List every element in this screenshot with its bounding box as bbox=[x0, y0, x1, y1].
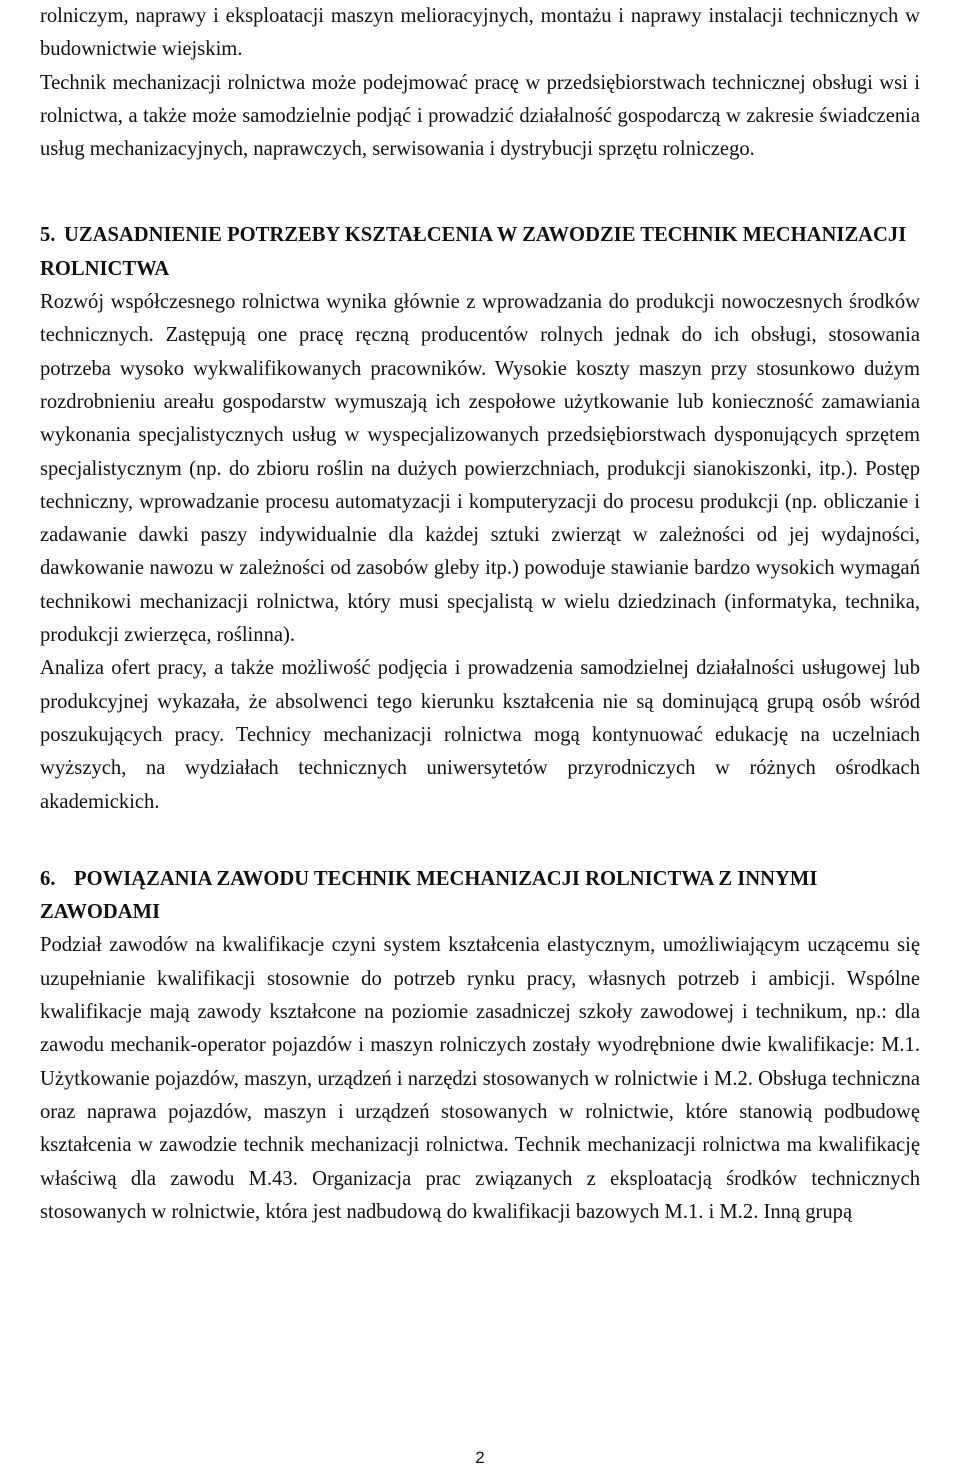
section-6-paragraph-1: Podział zawodów na kwalifikacje czyni system kształcenia elastycznym, umożliwiającym uczącemu się uzupełnianie kwalifikacji stosownie do potrzeb rynku pracy, własnych potrzeb i ambicji. Wspólne kwalifikacje mają zawody kształcone na poziomie zasadniczej szkoły zawodowej i technikum, np.: dla zawodu mechanik-operator pojazdów i maszyn rolniczych zostały wyodrębnione dwie kwalifikacje: M.1. Użytkowanie pojazdów, maszyn, urządzeń i narzędzi stosowanych w rolnictwie i M.2. Obsługa techniczna oraz naprawa pojazdów, maszyn i urządzeń stosowanych w rolnictwie, które stanowią podbudowę kształcenia w zawodzie technik mechanizacji rolnictwa. Technik mechanizacji rolnictwa ma kwalifikację właściwą dla zawodu M.43. Organizacja prac związanych z eksploatacją środków technicznych stosowanych w rolnictwie, która jest nadbudową do kwalifikacji bazowych M.1. i M.2. Inną grupą bbox=[40, 934, 920, 1223]
page-number: 2 bbox=[475, 1448, 485, 1467]
section-5-heading: 5. UZASADNIENIE POTRZEBY KSZTAŁCENIA W ZAWODZIE TECHNIK MECHANIZACJI ROLNICTWA bbox=[40, 219, 920, 286]
section-5-title: UZASADNIENIE POTRZEBY KSZTAŁCENIA W ZAWODZIE TECHNIK MECHANIZACJI ROLNICTWA bbox=[40, 224, 907, 280]
paragraph-intro-continuation: rolniczym, naprawy i eksploatacji maszyn melioracyjnych, montażu i naprawy instalacji technicznych w budownictwie wiejskim. bbox=[40, 5, 920, 61]
section-5-paragraph-1: Rozwój współczesnego rolnictwa wynika głównie z wprowadzania do produkcji nowoczesnych środków technicznych. Zastępują one pracę ręczną producentów rolnych jednak do ich obsługi, stosowania potrzeba wysoko wykwalifikowanych pracowników. Wysokie koszty maszyn przy stosunkowo dużym rozdrobnieniu areału gospodarstw wymuszają ich zespołowe użytkowanie lub konieczność zamawiania wykonania specjalistycznych usług w wyspecjalizowanych przedsiębiorstwach dysponujących sprzętem specjalistycznym (np. do zbioru roślin na dużych powierzchniach, produkcji sianokiszonki, itp.). Postęp techniczny, wprowadzanie procesu automatyzacji i komputeryzacji do procesu produkcji (np. obliczanie i zadawanie dawki paszy indywidualnie dla każdej sztuki zwierząt w zależności od jej wydajności, dawkowanie nawozu w zależności od zasobów gleby itp.) powoduje stawianie bardzo wysokich wymagań technikowi mechanizacji rolnictwa, który musi specjalistą w wielu dziedzinach (informatyka, technika, produkcji zwierzęca, roślinna). bbox=[40, 291, 920, 647]
section-6-heading: 6. POWIĄZANIA ZAWODU TECHNIK MECHANIZACJI ROLNICTWA Z INNYMI ZAWODAMI bbox=[40, 863, 920, 930]
section-6-title: POWIĄZANIA ZAWODU TECHNIK MECHANIZACJI ROLNICTWA Z INNYMI ZAWODAMI bbox=[40, 867, 818, 924]
paragraph-employment: Technik mechanizacji rolnictwa może podejmować pracę w przedsiębiorstwach technicznej obsługi wsi i rolnictwa, a także może samodzielnie podjąć i prowadzić działalność gospodarczą w zakresie świadczenia usług mechanizacyjnych, naprawczych, serwisowania i dystrybucji sprzętu rolniczego. bbox=[40, 71, 920, 161]
section-5-paragraph-2: Analiza ofert pracy, a także możliwość podjęcia i prowadzenia samodzielnej działalności usługowej lub produkcyjnej wykazała, że absolwenci tego kierunku kształcenia nie są dominującą grupą osób wśród poszukujących pracy. Technicy mechanizacji rolnictwa mogą kontynuować edukację na uczelniach wyższych, na wydziałach technicznych uniwersytetów przyrodniczych w różnych ośrodkach akademickich. bbox=[40, 657, 920, 813]
